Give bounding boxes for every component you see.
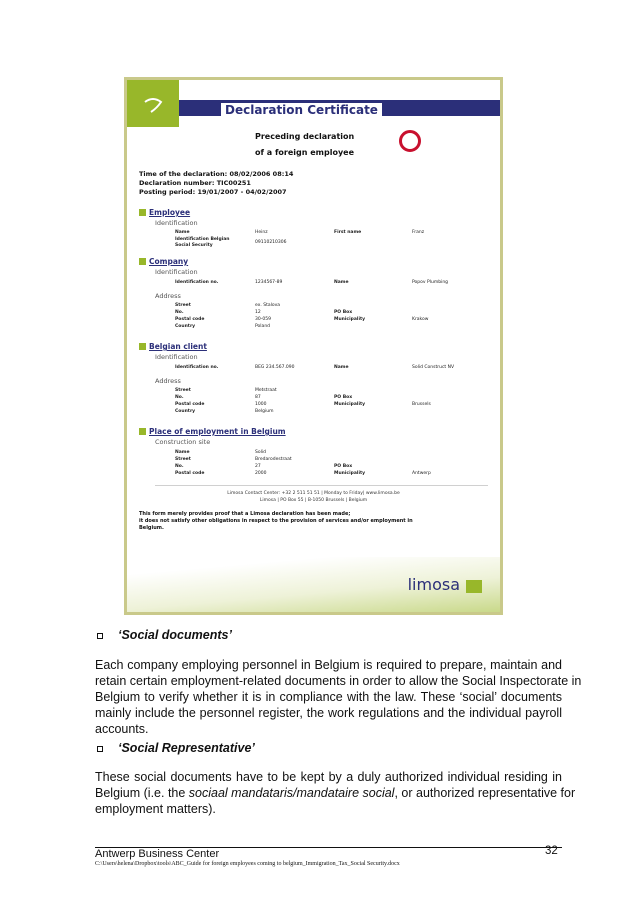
text-line (95, 785, 576, 801)
section-place-of-employment (139, 427, 286, 436)
checkbox-icon (139, 209, 146, 216)
value: 12 (255, 310, 261, 315)
text-line: retain certain employment-related documents in order to allow the Social Inspectorate in (95, 674, 582, 688)
label: Social Security (175, 243, 213, 248)
subheading: Construction site (155, 438, 211, 446)
file-path: C:\Users\helena\Dropbox\tools\ABC_Guide for foreign employees coming to belgium_Immigration_Tax_Social Security.docx (95, 861, 400, 867)
value: 1234567-89 (255, 280, 283, 285)
label: Country (175, 409, 196, 414)
label: First name (334, 230, 362, 235)
label: Name (175, 230, 190, 235)
value: Belgium (255, 409, 274, 414)
label: Street (175, 457, 191, 462)
value: Antwerp (412, 471, 431, 476)
declaration-certificate-image (124, 77, 503, 615)
label: No. (175, 395, 184, 400)
bullet-square-icon (97, 746, 103, 752)
proof-notice (139, 511, 439, 532)
label: Postal code (175, 402, 205, 407)
value: Poland (255, 324, 271, 329)
certificate-header (127, 80, 500, 127)
value: Popov Plumbing (412, 280, 449, 285)
value: 1000 (255, 402, 267, 407)
limosa-brand: limosa (407, 575, 460, 594)
value: ex. Stalova (255, 303, 281, 308)
section-title-social-representative: ‘Social Representative’ (118, 741, 255, 755)
subheading: Address (155, 292, 181, 300)
paragraph-social-documents (95, 657, 582, 737)
label: Street (175, 388, 191, 393)
text-run: Belgium (i.e. the (95, 786, 189, 800)
checkbox-icon (139, 428, 146, 435)
value: Franz (412, 230, 425, 235)
text-run: , or authorized representative for (394, 786, 576, 800)
label: No. (175, 310, 184, 315)
limosa-mark-icon (466, 580, 482, 593)
value: 2000 (255, 471, 267, 476)
value: Solid Construct NV (412, 365, 455, 370)
subheading: Identification (155, 353, 198, 361)
subheading: Identification (155, 219, 198, 227)
contact-line-2: Limosa | PO Box 55 | B-1050 Brussels | Belgium (259, 498, 368, 503)
contact-line-1: Limosa Contact Center: +32 2 511 51 51 | Monday to Friday| www.limosa.be (227, 491, 400, 496)
checkbox-icon (139, 343, 146, 350)
label: PO Box (334, 310, 353, 315)
text-line: employment matters). (95, 802, 216, 816)
section-heading: Place of employment in Belgium (149, 427, 286, 436)
label: Municipality (334, 471, 366, 476)
declaration-time: Time of the declaration: 08/02/2006 08:14 (139, 170, 294, 178)
value: 27 (255, 464, 261, 469)
label: Name (334, 365, 349, 370)
label: Country (175, 324, 196, 329)
italic-term: sociaal mandataris/mandataire social (188, 786, 395, 800)
page-number: 32 (545, 845, 558, 857)
value: Brussels (412, 402, 431, 407)
checkbox-icon (139, 258, 146, 265)
value: Metstraat (255, 388, 277, 393)
footer-company: Antwerp Business Center (95, 848, 220, 860)
value: BEG 234.567.090 (255, 365, 295, 370)
text-line: These social documents have to be kept by a duly authorized individual residing in (95, 770, 562, 784)
value: Bredarodestraat (255, 457, 292, 462)
paragraph-social-representative (95, 769, 576, 817)
stamp-icon (399, 130, 421, 152)
label: Postal code (175, 317, 205, 322)
label: No. (175, 464, 184, 469)
label: Identification no. (175, 365, 219, 370)
limosa-logo-icon (127, 80, 179, 127)
proof-line: Belgium. (139, 525, 164, 531)
section-company (139, 257, 188, 266)
posting-period: Posting period: 19/01/2007 - 04/02/2007 (139, 188, 287, 196)
section-employee (139, 208, 190, 217)
label: Street (175, 303, 191, 308)
certificate-subtitle-1: Preceding declaration (255, 132, 355, 141)
label: Name (334, 280, 349, 285)
label: Postal code (175, 471, 205, 476)
label: Identification Belgian (175, 237, 230, 242)
proof-line: it does not satisfy other obligations in respect to the provision of services and/or employment in (139, 518, 413, 524)
label: PO Box (334, 464, 353, 469)
value: 09110210306 (255, 240, 287, 245)
subheading: Address (155, 377, 181, 385)
section-title-social-documents: ‘Social documents’ (118, 628, 232, 642)
label: Municipality (334, 402, 366, 407)
label: PO Box (334, 395, 353, 400)
section-heading: Belgian client (149, 342, 207, 351)
certificate-subtitle-2: of a foreign employee (255, 148, 355, 157)
text-line: accounts. (95, 722, 149, 736)
declaration-number: Declaration number: TIC00251 (139, 179, 251, 187)
value: 87 (255, 395, 261, 400)
label: Identification no. (175, 280, 219, 285)
divider (155, 485, 488, 486)
text-line: mainly include the personnel register, the work regulations and the individual payroll (95, 706, 562, 720)
value: Krakow (412, 317, 429, 322)
section-heading: Company (149, 257, 189, 266)
label: Municipality (334, 317, 366, 322)
certificate-title: Declaration Certificate (221, 103, 382, 117)
bullet-square-icon (97, 633, 103, 639)
label: Name (175, 450, 190, 455)
value: 30-059 (255, 317, 271, 322)
value: Solid (255, 450, 266, 455)
subheading: Identification (155, 268, 198, 276)
section-belgian-client (139, 342, 207, 351)
proof-line: This form merely provides proof that a Limosa declaration has been made; (139, 511, 351, 517)
section-heading: Employee (149, 208, 191, 217)
text-line: Belgium to verify whether it is in compliance with the law. These ‘social’ documents (95, 690, 562, 704)
value: Heinz (255, 230, 268, 235)
text-line: Each company employing personnel in Belgium is required to prepare, maintain and (95, 658, 562, 672)
